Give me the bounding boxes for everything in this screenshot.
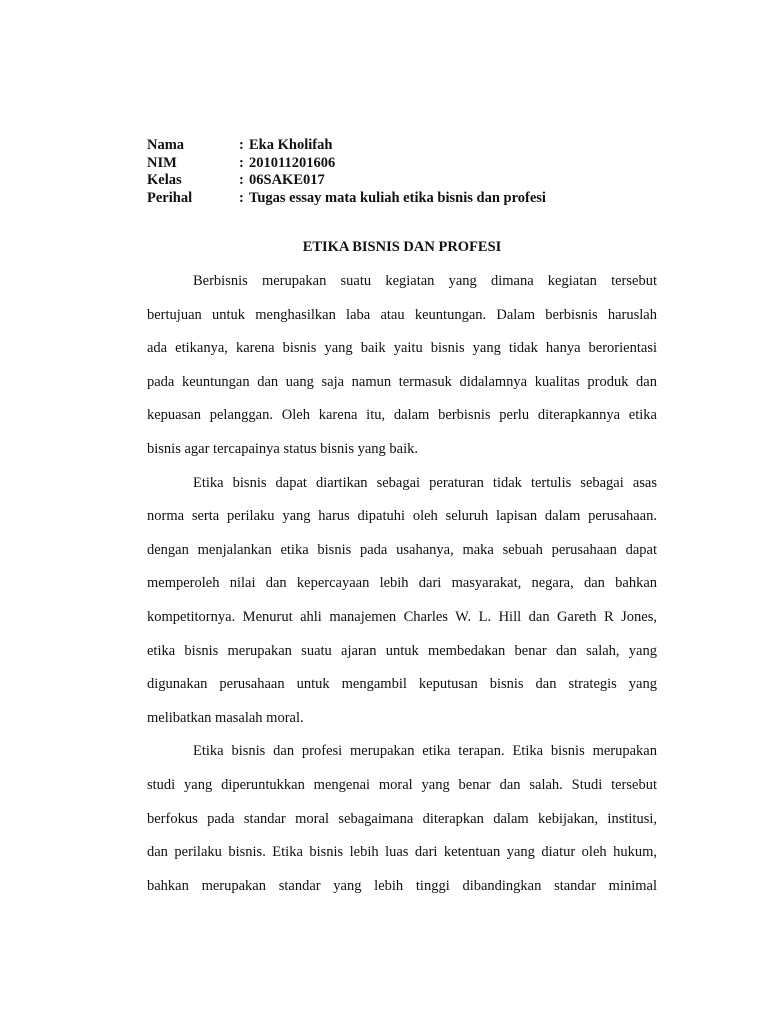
header-value: Tugas essay mata kuliah etika bisnis dan profesi xyxy=(249,189,546,206)
header-separator: : xyxy=(239,189,244,206)
paragraph-line: bisnis agar tercapainya status bisnis yang baik. xyxy=(147,440,419,457)
paragraph-line: Etika bisnis dapat diartikan sebagai peraturan tidak tertulis sebagai asas xyxy=(193,474,657,491)
paragraph-line: dan perilaku bisnis. Etika bisnis lebih luas dari ketentuan yang diatur oleh hukum, xyxy=(147,844,657,861)
header-separator: : xyxy=(239,172,244,188)
header-row-nim xyxy=(147,155,667,173)
essay-body xyxy=(147,265,657,903)
header-row-kelas xyxy=(147,172,667,190)
paragraph-line: ada etikanya, karena bisnis yang baik yaitu bisnis yang tidak hanya berorientasi xyxy=(147,340,657,357)
paragraph-line: studi yang diperuntukkan mengenai moral yang benar dan salah. Studi tersebut xyxy=(147,776,657,793)
header-row-perihal xyxy=(147,190,667,208)
header-value: 06SAKE017 xyxy=(249,172,325,188)
paragraph-line: bahkan merupakan standar yang lebih tinggi dibandingkan standar minimal xyxy=(147,877,657,894)
paragraph-line: bertujuan untuk menghasilkan laba atau keuntungan. Dalam berbisnis haruslah xyxy=(147,306,657,323)
header-label: Kelas xyxy=(147,172,182,188)
header-row-nama xyxy=(147,137,667,155)
document-title: ETIKA BISNIS DAN PROFESI xyxy=(302,239,502,255)
header-value: 201011201606 xyxy=(249,154,336,171)
paragraph-3 xyxy=(147,735,657,903)
header-label: Nama xyxy=(147,137,185,153)
student-info-header xyxy=(147,137,667,207)
paragraph-line: memperoleh nilai dan kepercayaan lebih dari masyarakat, negara, dan bahkan xyxy=(147,575,657,592)
paragraph-line: etika bisnis merupakan suatu ajaran untuk membedakan benar dan salah, yang xyxy=(147,642,657,659)
paragraph-line: kepuasan pelanggan. Oleh karena itu, dalam berbisnis perlu diterapkannya etika xyxy=(147,407,657,424)
header-value: Eka Kholifah xyxy=(249,137,333,153)
header-label: Perihal xyxy=(147,189,193,206)
paragraph-1 xyxy=(147,265,657,467)
paragraph-line: Etika bisnis dan profesi merupakan etika terapan. Etika bisnis merupakan xyxy=(193,743,657,760)
paragraph-2 xyxy=(147,467,657,736)
paragraph-line: melibatkan masalah moral. xyxy=(147,709,304,726)
paragraph-line: digunakan perusahaan untuk mengambil keputusan bisnis dan strategis yang xyxy=(147,676,657,693)
paragraph-line: norma serta perilaku yang harus dipatuhi oleh seluruh lapisan dalam perusahaan. xyxy=(147,508,657,525)
header-separator: : xyxy=(239,137,244,153)
paragraph-line: dengan menjalankan etika bisnis pada usahanya, maka sebuah perusahaan dapat xyxy=(147,541,657,558)
paragraph-line: berfokus pada standar moral sebagaimana diterapkan dalam kebijakan, institusi, xyxy=(147,810,657,827)
paragraph-line: pada keuntungan dan uang saja namun termasuk didalamnya kualitas produk dan xyxy=(147,373,657,390)
header-label: NIM xyxy=(147,154,177,171)
paragraph-line: kompetitornya. Menurut ahli manajemen Charles W. L. Hill dan Gareth R Jones, xyxy=(147,608,657,625)
header-separator: : xyxy=(239,154,244,171)
paragraph-line: Berbisnis merupakan suatu kegiatan yang dimana kegiatan tersebut xyxy=(193,273,657,289)
